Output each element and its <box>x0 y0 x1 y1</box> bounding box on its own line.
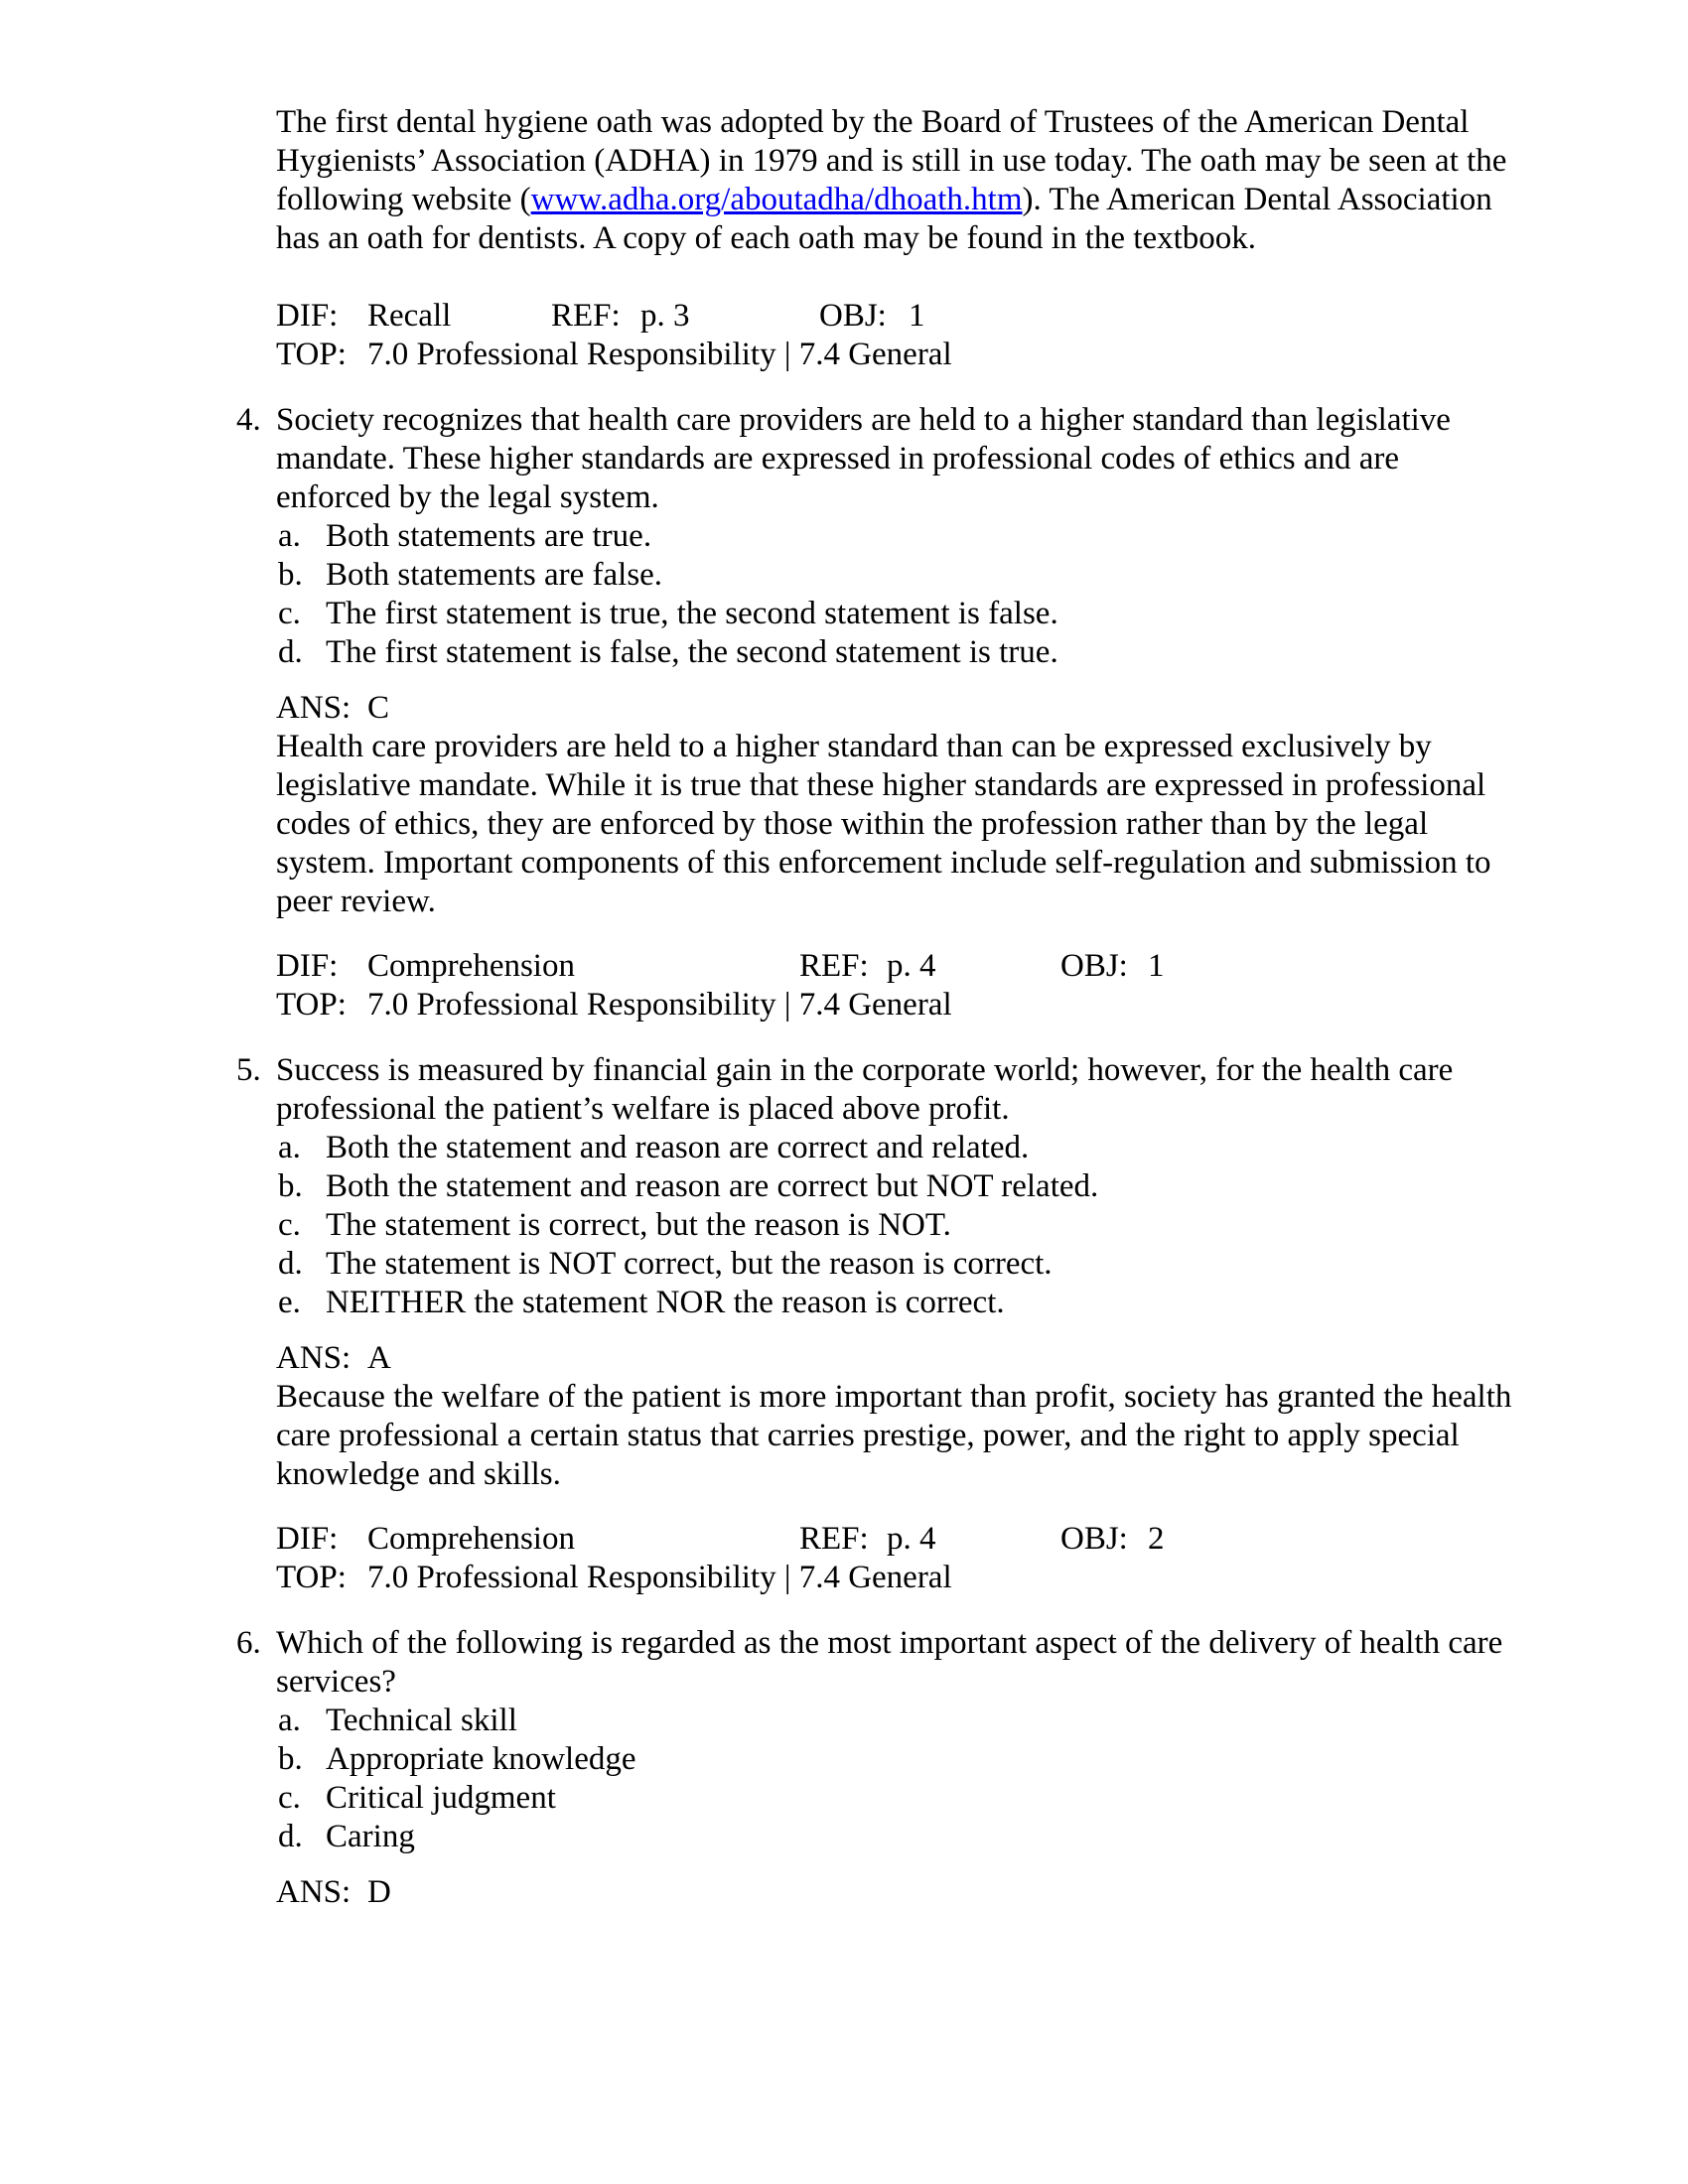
answer-row <box>276 1339 1539 1378</box>
option-letter: a. <box>278 1130 301 1165</box>
stem-line: professional the patient’s welfare is placed above profit. <box>276 1091 1010 1127</box>
option-text: The first statement is false, the second statement is true. <box>326 634 1058 670</box>
question-5 <box>236 1051 1539 1597</box>
dif-label: DIF: <box>276 298 339 334</box>
option-text: The first statement is true, the second statement is false. <box>326 596 1058 631</box>
option-d <box>276 1818 1539 1856</box>
option-letter: a. <box>278 1703 301 1738</box>
ref-value: p. 4 <box>887 1521 936 1557</box>
ref-label: REF: <box>799 948 869 984</box>
ref-value: p. 4 <box>887 948 936 984</box>
obj-label: OBJ: <box>819 298 887 334</box>
option-text: Critical judgment <box>326 1780 556 1816</box>
option-a <box>276 517 1539 556</box>
option-letter: b. <box>278 1741 303 1777</box>
option-text: The statement is correct, but the reason is NOT. <box>326 1207 951 1243</box>
option-c <box>276 1779 1539 1818</box>
stem-line: services? <box>276 1664 396 1700</box>
feedback-line: codes of ethics, they are enforced by those within the profession rather than by the legal <box>276 806 1429 842</box>
stem-line: Which of the following is regarded as the most important aspect of the delivery of health care <box>276 1625 1503 1661</box>
dif-label: DIF: <box>276 1521 339 1557</box>
feedback-line: care professional a certain status that carries prestige, power, and the right to apply special <box>276 1418 1460 1453</box>
obj-label: OBJ: <box>1060 1521 1128 1557</box>
option-d <box>276 633 1539 672</box>
option-letter: e. <box>278 1285 301 1320</box>
option-a <box>276 1702 1539 1740</box>
top-value: 7.0 Professional Responsibility | 7.4 General <box>367 1560 952 1595</box>
dif-ref-obj-row <box>276 297 1539 336</box>
dif-ref-obj-row <box>276 947 1539 986</box>
top-row <box>276 986 1539 1024</box>
answer-row <box>276 689 1539 728</box>
option-letter: d. <box>278 1246 303 1282</box>
ans-label: ANS: <box>276 690 352 726</box>
ans-value: D <box>367 1874 391 1910</box>
answer-feedback <box>276 1378 1539 1494</box>
option-text: NEITHER the statement NOR the reason is correct. <box>326 1285 1005 1320</box>
dif-value: Recall <box>367 298 452 334</box>
ref-label: REF: <box>799 1521 869 1557</box>
feedback-line: The first dental hygiene oath was adopted by the Board of Trustees of the American Dental <box>276 104 1470 140</box>
stem-line: enforced by the legal system. <box>276 479 659 515</box>
feedback-line: Hygienists’ Association (ADHA) in 1979 and is still in use today. The oath may be seen at the <box>276 143 1507 179</box>
dif-value: Comprehension <box>367 948 575 984</box>
ans-value: A <box>367 1340 391 1376</box>
question-stem <box>276 1624 1539 1702</box>
option-text: Both the statement and reason are correct but NOT related. <box>326 1168 1099 1204</box>
option-text: Technical skill <box>326 1703 517 1738</box>
link-suffix-text: ). The American Dental Association <box>1022 182 1492 217</box>
ans-label: ANS: <box>276 1340 352 1376</box>
options-list <box>276 517 1539 672</box>
option-letter: c. <box>278 1207 301 1243</box>
top-row <box>276 1559 1539 1597</box>
feedback-line: knowledge and skills. <box>276 1456 561 1492</box>
option-c <box>276 1206 1539 1245</box>
options-list <box>276 1702 1539 1856</box>
stem-line: Society recognizes that health care providers are held to a higher standard than legislative <box>276 402 1451 438</box>
obj-value: 1 <box>909 298 925 334</box>
question-number: 4. <box>236 402 261 438</box>
top-label: TOP: <box>276 337 347 372</box>
ans-label: ANS: <box>276 1874 352 1910</box>
ans-value: C <box>367 690 390 726</box>
option-text: Appropriate knowledge <box>326 1741 636 1777</box>
option-letter: d. <box>278 1819 303 1854</box>
option-text: Caring <box>326 1819 415 1854</box>
question-4 <box>236 401 1539 1024</box>
options-list <box>276 1129 1539 1322</box>
question-stem <box>276 1051 1539 1129</box>
option-letter: b. <box>278 557 303 593</box>
answer-feedback <box>276 728 1539 921</box>
dif-ref-obj-row <box>276 1520 1539 1559</box>
feedback-line: Health care providers are held to a higher standard than can be expressed exclusively by <box>276 729 1432 764</box>
option-b <box>276 1167 1539 1206</box>
feedback-line: peer review. <box>276 884 436 919</box>
option-text: The statement is NOT correct, but the reason is correct. <box>326 1246 1053 1282</box>
question-number: 5. <box>236 1052 261 1088</box>
feedback-line: system. Important components of this enforcement include self-regulation and submission to <box>276 845 1491 881</box>
option-b <box>276 1740 1539 1779</box>
option-a <box>276 1129 1539 1167</box>
option-e <box>276 1284 1539 1322</box>
dif-value: Comprehension <box>367 1521 575 1557</box>
option-letter: a. <box>278 518 301 554</box>
stem-line: Success is measured by financial gain in the corporate world; however, for the health care <box>276 1052 1454 1088</box>
dif-label: DIF: <box>276 948 339 984</box>
question-6 <box>236 1624 1539 1912</box>
feedback-line: has an oath for dentists. A copy of each oath may be found in the textbook. <box>276 220 1257 256</box>
ref-value: p. 3 <box>640 298 690 334</box>
ref-label: REF: <box>551 298 621 334</box>
option-letter: b. <box>278 1168 303 1204</box>
option-letter: c. <box>278 1780 301 1816</box>
option-text: Both statements are false. <box>326 557 663 593</box>
obj-label: OBJ: <box>1060 948 1128 984</box>
option-text: Both statements are true. <box>326 518 652 554</box>
option-text: Both the statement and reason are correct and related. <box>326 1130 1030 1165</box>
adha-oath-link[interactable]: www.adha.org/aboutadha/dhoath.htm <box>530 182 1023 217</box>
top-label: TOP: <box>276 1560 347 1595</box>
feedback-line: legislative mandate. While it is true that these higher standards are expressed in professional <box>276 767 1486 803</box>
feedback-paragraph <box>276 103 1539 258</box>
obj-value: 2 <box>1148 1521 1165 1557</box>
option-letter: c. <box>278 596 301 631</box>
stem-line: mandate. These higher standards are expressed in professional codes of ethics and are <box>276 441 1400 477</box>
option-letter: d. <box>278 634 303 670</box>
link-prefix-text: following website ( <box>276 182 531 217</box>
answer-row <box>276 1873 1539 1912</box>
option-c <box>276 595 1539 633</box>
option-b <box>276 556 1539 595</box>
question-stem <box>276 401 1539 517</box>
option-d <box>276 1245 1539 1284</box>
top-value: 7.0 Professional Responsibility | 7.4 General <box>367 987 952 1023</box>
top-value: 7.0 Professional Responsibility | 7.4 General <box>367 337 952 372</box>
feedback-line: Because the welfare of the patient is more important than profit, society has granted the health <box>276 1379 1512 1415</box>
feedback-line-with-link <box>276 181 1539 219</box>
obj-value: 1 <box>1148 948 1165 984</box>
top-row <box>276 336 1539 374</box>
question-number: 6. <box>236 1625 261 1661</box>
top-label: TOP: <box>276 987 347 1023</box>
